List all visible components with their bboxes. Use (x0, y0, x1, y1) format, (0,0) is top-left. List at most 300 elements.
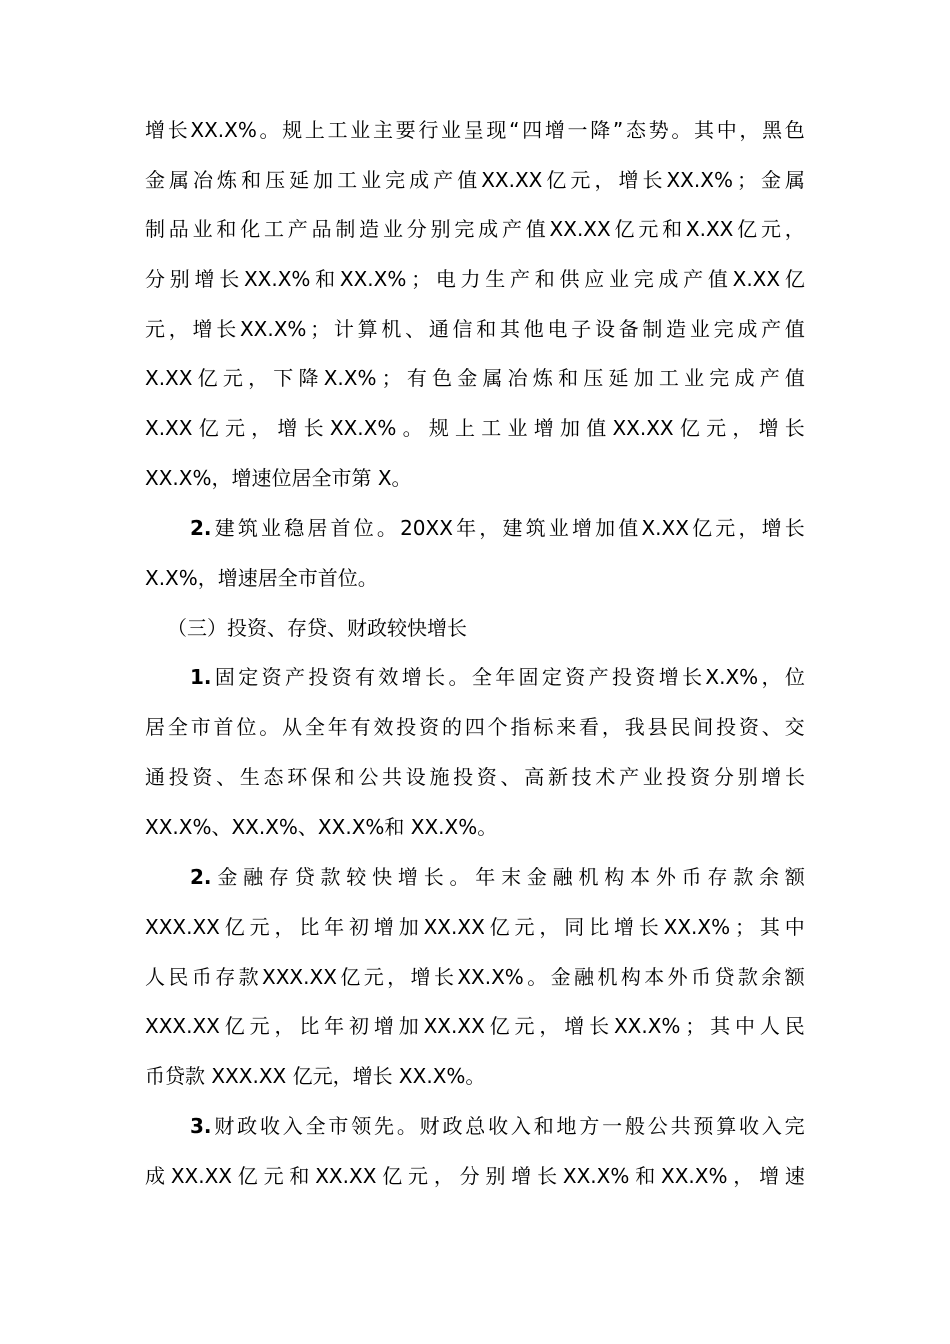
text-token: 先 (374, 1114, 395, 1138)
text-token: 财 (419, 1114, 440, 1138)
text-token: 业 (608, 267, 629, 291)
section-heading (167, 608, 467, 648)
text-token: 亿 (382, 1164, 403, 1188)
text-token: 设 (405, 765, 426, 789)
text-token: 黑 (762, 118, 783, 142)
text-token: 产 (284, 665, 305, 689)
text-token: 完 (709, 366, 730, 390)
text-token: 分 (459, 1164, 480, 1188)
text-token: 成 (409, 168, 430, 192)
text-token: 较 (346, 865, 367, 889)
text-token: 加 (398, 915, 419, 939)
text-token: 增 (410, 965, 431, 989)
text-token: XX.X% (329, 416, 397, 440)
text-token: 机 (578, 865, 599, 889)
text-token: 长 (433, 965, 454, 989)
text-token: 融 (243, 865, 264, 889)
text-token: 市 (190, 715, 211, 739)
text-token: 分 (406, 217, 427, 241)
text-token: 金 (550, 965, 571, 989)
text-token: ， (248, 366, 269, 390)
text-token: ； (685, 1014, 706, 1038)
text-token: XX.X% (666, 168, 733, 192)
text-token: 降 (590, 118, 611, 142)
text-token: 亿 (489, 1014, 510, 1038)
text-token: 民 (670, 715, 691, 739)
text-token: ， (733, 1164, 754, 1188)
text-token: 指 (510, 715, 531, 739)
text-token: 元 (224, 416, 245, 440)
text-token: 资 (635, 665, 656, 689)
text-token: 其 (694, 118, 715, 142)
text-token: 亿 (737, 217, 758, 241)
text-token: 亿 (489, 915, 510, 939)
text-token: 属 (785, 168, 805, 192)
text-token: 个 (487, 715, 508, 739)
text-token: 电 (547, 317, 568, 341)
text-token: XX.XX (423, 1014, 485, 1038)
text-token: 增 (571, 516, 592, 540)
text-token: XX.X% (239, 317, 307, 341)
text-token: 新 (547, 765, 568, 789)
text-token: 降 (298, 366, 319, 390)
text-token: 设 (594, 317, 615, 341)
text-token: 有 (350, 715, 371, 739)
text-token: 年 (324, 1014, 345, 1038)
text-token: XX.X% (562, 1164, 630, 1188)
text-token: 业 (192, 217, 213, 241)
text-token: 市 (328, 1114, 349, 1138)
text-token: 高 (524, 765, 545, 789)
text-token: 色 (432, 366, 453, 390)
text-token: 建 (214, 516, 235, 540)
text-token: 四 (522, 118, 543, 142)
text-token: 亿 (614, 217, 635, 241)
text-token: 有 (355, 665, 376, 689)
text-token: 。 (527, 965, 548, 989)
text-token: 资 (192, 765, 213, 789)
text-token: 属 (169, 168, 190, 192)
text-token: 环 (287, 765, 308, 789)
text-run: （三）投资、存贷、财政较快增长 (167, 616, 467, 640)
text-line (145, 408, 805, 448)
text-token: 共 (382, 765, 403, 789)
text-token: 元 (363, 965, 384, 989)
text-token: XX.XX (170, 1164, 232, 1188)
text-token: 收 (739, 1114, 760, 1138)
text-token: XX.X% (243, 267, 311, 291)
text-token: ” (612, 118, 624, 142)
text-token: ， (739, 118, 760, 142)
text-token: 定 (541, 665, 562, 689)
text-token: 固 (214, 665, 235, 689)
text-token: 产 (683, 267, 704, 291)
text-token: 人 (759, 1014, 780, 1038)
text-token: 交 (784, 715, 805, 739)
text-token: 全 (471, 665, 492, 689)
text-token: ， (539, 1014, 560, 1038)
text-token: 年 (495, 665, 516, 689)
text-token: 业 (441, 118, 462, 142)
item-number: 2. (190, 516, 212, 540)
text-token: ， (601, 715, 622, 739)
text-token: ； (736, 168, 757, 192)
text-token: 增 (761, 516, 782, 540)
text-token: XXX.XX (145, 915, 220, 939)
text-token: X.X% (323, 366, 377, 390)
text-token: 额 (784, 965, 805, 989)
text-token: 品 (311, 217, 332, 241)
text-token: XX.X% (663, 915, 731, 939)
text-token: 长 (682, 665, 703, 689)
text-token: 。 (396, 1114, 417, 1138)
text-token: 首 (213, 715, 234, 739)
text-token: 别 (430, 217, 451, 241)
text-token: 的 (441, 715, 462, 739)
text-token: 别 (169, 267, 190, 291)
text-token: 他 (523, 317, 544, 341)
text-token: 款 (238, 965, 259, 989)
text-token: 款 (733, 865, 754, 889)
text-token: 外 (655, 865, 676, 889)
text-token: 地 (556, 1114, 577, 1138)
text-token: 供 (559, 267, 580, 291)
text-token: 产 (759, 366, 780, 390)
text-token: XX.XX (423, 915, 485, 939)
text-token: 和 (289, 1164, 310, 1188)
text-token: XX.X% (339, 267, 407, 291)
text-line (145, 907, 805, 947)
text-token: 款 (320, 865, 341, 889)
text-line (145, 1006, 805, 1046)
text-line (145, 1156, 805, 1196)
text-token: 和 (558, 366, 579, 390)
text-token: 增 (373, 915, 394, 939)
text-token: 算 (716, 1114, 737, 1138)
text-token: 产 (510, 267, 531, 291)
text-token: 亿 (198, 416, 219, 440)
text-token: 产 (761, 317, 782, 341)
text-line (190, 857, 805, 897)
text-token: 产 (588, 665, 609, 689)
text-token: 本 (644, 965, 665, 989)
text-token: 长 (642, 168, 663, 192)
text-token: 亿 (340, 965, 361, 989)
text-token: X.XX (641, 516, 689, 540)
text-token: ； (734, 915, 755, 939)
text-token: 款 (737, 965, 758, 989)
text-token: 分 (713, 765, 734, 789)
text-token: 间 (693, 715, 714, 739)
text-token: 术 (595, 765, 616, 789)
text-token: 生 (239, 765, 260, 789)
text-token: 元 (222, 366, 243, 390)
text-token: 增 (145, 118, 165, 142)
text-token: 元 (249, 915, 270, 939)
text-token: 共 (670, 1114, 691, 1138)
text-token: 金 (145, 168, 165, 192)
text-token: 投 (666, 765, 687, 789)
text-token: 加 (313, 168, 334, 192)
text-token: 规 (428, 416, 449, 440)
text-token: 工 (481, 416, 502, 440)
text-token: 业 (361, 168, 382, 192)
text-token: 公 (647, 1114, 668, 1138)
text-token: 投 (168, 765, 189, 789)
text-token: ； (381, 366, 402, 390)
text-line (145, 309, 805, 349)
text-token: 主 (372, 118, 393, 142)
text-token: ， (784, 217, 805, 241)
text-token: 资 (565, 665, 586, 689)
text-token: ， (274, 915, 295, 939)
text-token: 金 (457, 366, 478, 390)
text-token: 完 (784, 1114, 805, 1138)
text-token: 增 (533, 416, 554, 440)
text-token: 增 (373, 1014, 394, 1038)
text-token: 亿 (679, 416, 700, 440)
text-token: ， (594, 168, 615, 192)
text-token: 值 (525, 217, 546, 241)
text-token: 长 (216, 317, 237, 341)
text-token: 延 (608, 366, 629, 390)
text-token: 值 (457, 168, 478, 192)
text-token: 快 (372, 865, 393, 889)
text-token: ； (310, 317, 331, 341)
text-token: 投 (716, 715, 737, 739)
text-token: 信 (452, 317, 473, 341)
text-token: 压 (583, 366, 604, 390)
text-token: 初 (349, 915, 370, 939)
text-token: 增 (761, 765, 782, 789)
text-token: 中 (784, 915, 805, 939)
text-token: 工 (658, 366, 679, 390)
text-token: 筑 (237, 516, 258, 540)
text-token: 元 (760, 217, 781, 241)
item-number: 3. (190, 1114, 212, 1138)
text-token: 通 (145, 765, 165, 789)
text-token: 全 (305, 1114, 326, 1138)
text-token: 值 (784, 317, 805, 341)
text-line (145, 558, 378, 598)
text-token: 看 (579, 715, 600, 739)
text-token: 技 (571, 765, 592, 789)
text-token: 工 (327, 118, 348, 142)
text-token: 长 (219, 267, 240, 291)
text-token: 要 (395, 118, 416, 142)
text-token: XXX.XX (145, 1014, 220, 1038)
text-token: 资 (476, 765, 497, 789)
text-token: 长 (784, 416, 805, 440)
text-token: 和 (662, 217, 683, 241)
text-token: 增 (658, 665, 679, 689)
text-token: XX.XX (481, 168, 543, 192)
text-token: 资 (419, 715, 440, 739)
text-token: 效 (373, 715, 394, 739)
text-token: 压 (265, 168, 286, 192)
text-token: 品 (168, 217, 189, 241)
text-token: 构 (604, 865, 625, 889)
text-token: 民 (784, 1014, 805, 1038)
text-token: 中 (734, 1014, 755, 1038)
text-token: 完 (385, 168, 406, 192)
text-token: 长 (589, 1014, 610, 1038)
text-token: 比 (299, 1014, 320, 1038)
text-token: 收 (488, 1114, 509, 1138)
text-token: ， (251, 416, 272, 440)
text-token: 末 (501, 865, 522, 889)
item-number: 1. (190, 665, 212, 689)
text-token: 。 (376, 516, 397, 540)
text-token: 冶 (507, 366, 528, 390)
text-token: 额 (784, 865, 805, 889)
text-token: 产 (619, 765, 640, 789)
text-token: ， (479, 516, 500, 540)
text-token: 元 (514, 915, 535, 939)
text-token: 延 (289, 168, 310, 192)
text-token: 色 (784, 118, 805, 142)
text-token: XX.XX (612, 416, 674, 440)
text-token: 势 (648, 118, 669, 142)
text-token: 呈 (463, 118, 484, 142)
text-token: 上 (455, 416, 476, 440)
text-token: 。 (449, 865, 470, 889)
text-token: 年 (324, 915, 345, 939)
text-token: 余 (761, 965, 782, 989)
text-token: 下 (273, 366, 294, 390)
text-token: 业 (261, 516, 282, 540)
text-token: 筑 (525, 516, 546, 540)
text-token: 炼 (532, 366, 553, 390)
text-run: X.X%，增速居全市首位。 (145, 566, 378, 590)
text-token: 业 (382, 217, 403, 241)
text-token: 其 (500, 317, 521, 341)
text-line (145, 757, 805, 797)
text-token: 增 (511, 1164, 532, 1188)
text-token: 值 (784, 366, 805, 390)
text-token: 预 (693, 1114, 714, 1138)
text-line (190, 657, 805, 697)
text-token: 增 (544, 118, 565, 142)
text-token: X.XX (685, 217, 734, 241)
text-token: 和 (534, 267, 555, 291)
text-token: XXX.XX (262, 965, 337, 989)
text-token: 20XX (400, 516, 453, 540)
text-token: 应 (584, 267, 605, 291)
text-token: 长 (425, 665, 446, 689)
text-token: 有 (406, 366, 427, 390)
text-token: 方 (579, 1114, 600, 1138)
text-token: ， (387, 965, 408, 989)
text-token: 其 (759, 915, 780, 939)
text-token: XX.X% (613, 1014, 681, 1038)
text-token: XX.XX (549, 217, 611, 241)
text-line (145, 110, 805, 150)
text-token: 元 (263, 1164, 284, 1188)
text-token: 金 (526, 865, 547, 889)
text-token: 长 (167, 118, 188, 142)
text-token: 成 (145, 1164, 165, 1188)
text-line (145, 458, 412, 498)
text-token: 值 (618, 516, 639, 540)
text-token: 币 (691, 965, 712, 989)
text-token: 业 (642, 765, 663, 789)
text-token: 分 (145, 267, 165, 291)
text-token: 建 (502, 516, 523, 540)
text-token: 态 (625, 118, 646, 142)
text-token: 成 (737, 317, 758, 341)
text-token: 投 (396, 715, 417, 739)
text-token: 金 (217, 865, 238, 889)
text-token: 元 (514, 1014, 535, 1038)
text-token: ， (274, 1014, 295, 1038)
text-token: 成 (658, 267, 679, 291)
text-token: 加 (595, 516, 616, 540)
text-token: XX.XX (315, 1164, 377, 1188)
text-token: 存 (268, 865, 289, 889)
text-token: 长 (638, 915, 659, 939)
text-token: 产 (433, 168, 454, 192)
text-line (145, 1056, 485, 1096)
text-token: X.XX (732, 267, 781, 291)
text-token: 入 (282, 1114, 303, 1138)
text-token: ， (761, 665, 782, 689)
text-token: 加 (398, 1014, 419, 1038)
text-token: 上 (304, 118, 325, 142)
text-token: 和 (334, 765, 355, 789)
text-token: 总 (465, 1114, 486, 1138)
text-token: 增 (759, 1164, 780, 1188)
text-token: 资 (331, 665, 352, 689)
text-token: 位 (353, 516, 374, 540)
text-token: 业 (684, 366, 705, 390)
text-token: 余 (759, 865, 780, 889)
text-token: 成 (734, 366, 755, 390)
text-token: 。 (448, 665, 469, 689)
text-token: 业 (689, 317, 710, 341)
text-token: 长 (537, 1164, 558, 1188)
text-token: 元 (706, 416, 727, 440)
text-run: XX.X%、XX.X%、XX.X%和 XX.X%。 (145, 815, 498, 839)
text-token: 和 (216, 217, 237, 241)
text-token: 比 (589, 915, 610, 939)
text-token: 制 (642, 317, 663, 341)
text-token: 构 (620, 965, 641, 989)
text-token: 币 (191, 965, 212, 989)
text-token: 和 (533, 1114, 554, 1138)
text-token: 亿 (692, 516, 713, 540)
text-token: 固 (518, 665, 539, 689)
text-token: 资 (261, 665, 282, 689)
text-token: 施 (429, 765, 450, 789)
text-token: 完 (633, 267, 654, 291)
text-token: 贷 (714, 965, 735, 989)
text-token: XX.X% (661, 1164, 728, 1188)
text-token: ； (411, 267, 432, 291)
text-token: 一 (567, 118, 588, 142)
text-token: 存 (215, 965, 236, 989)
text-token: 增 (192, 317, 213, 341)
text-token: 其 (710, 1014, 731, 1038)
text-token: 亿 (237, 1164, 258, 1188)
text-token: 。 (259, 715, 280, 739)
text-token: 外 (667, 965, 688, 989)
text-token: 元 (145, 317, 165, 341)
text-token: 制 (145, 217, 165, 241)
text-token: 、 (405, 317, 426, 341)
text-line (145, 807, 497, 847)
text-line (145, 259, 805, 299)
